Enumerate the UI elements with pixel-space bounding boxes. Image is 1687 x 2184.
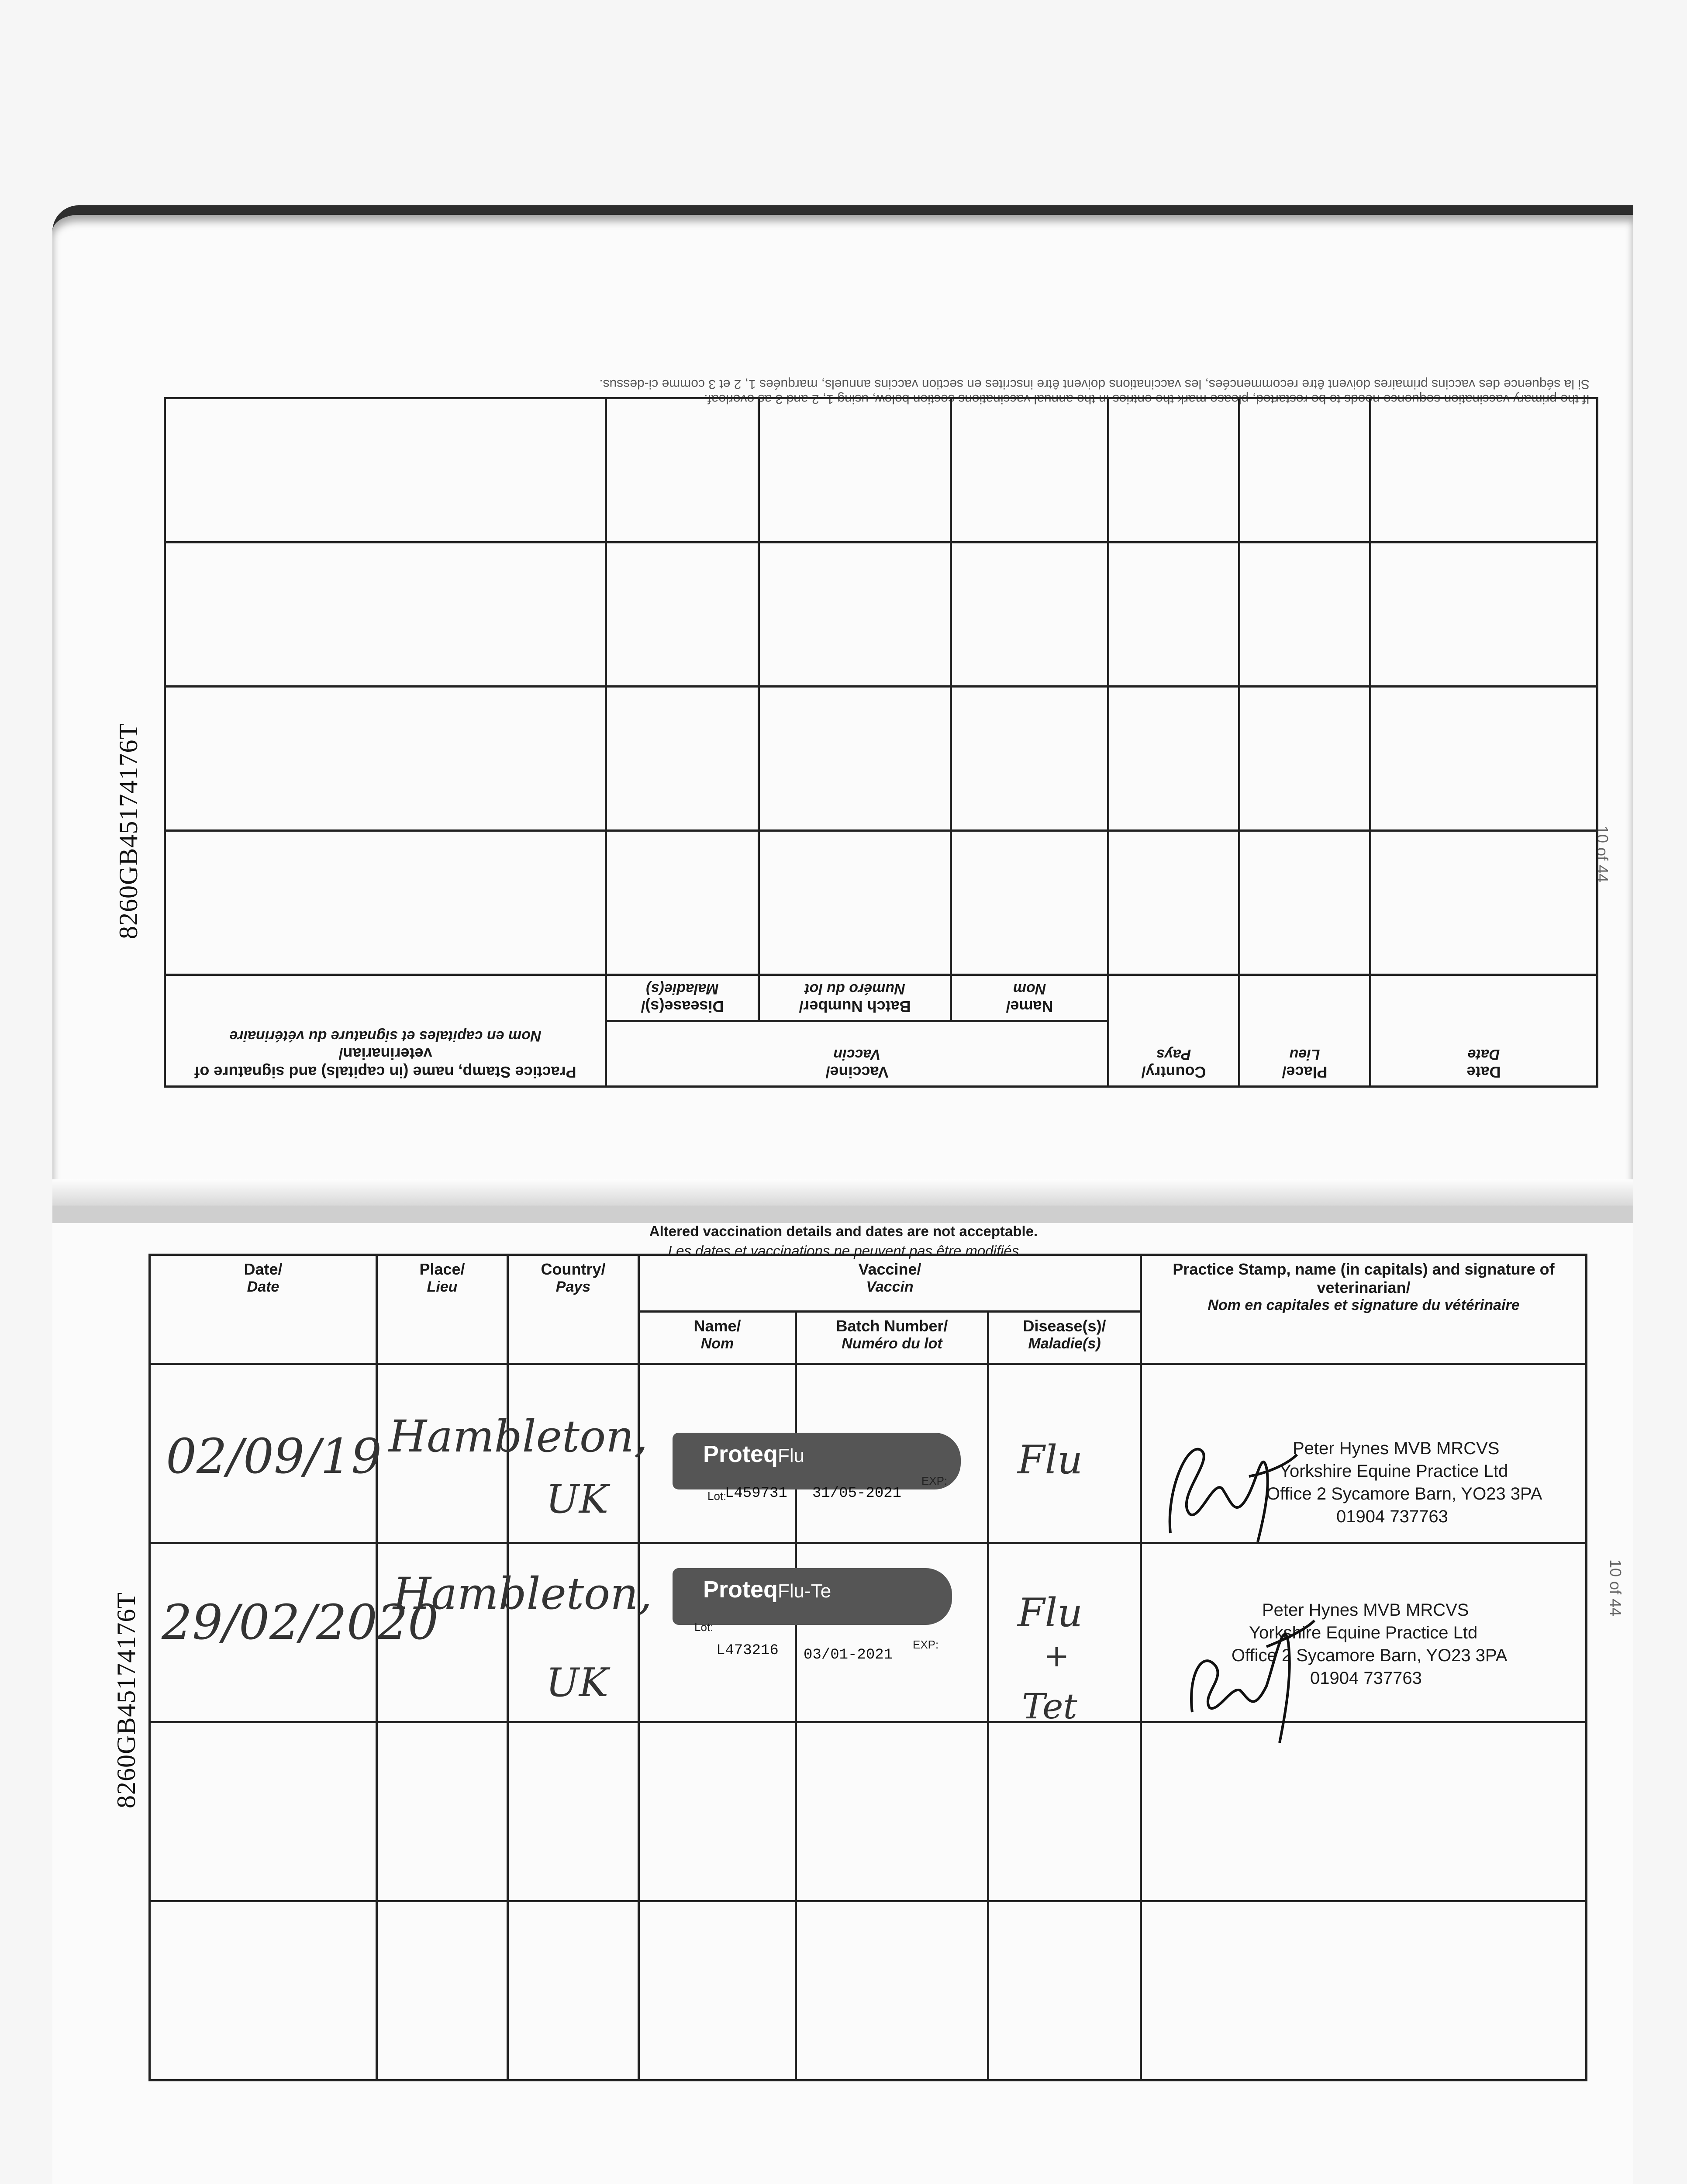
entry2-lot-number: L473216 — [716, 1642, 779, 1659]
upper-empty-row — [165, 687, 1597, 831]
upper-note-en: If the primary vaccination sequence needs to be restarted, please mark the entries in the annual vaccinations section below, using 1, 2 and 3 as overleaf. — [704, 392, 1590, 406]
upper-empty-row — [165, 398, 1597, 543]
upper-passport-id: 8260GB45174176T — [114, 723, 143, 939]
upper-empty-row — [165, 543, 1597, 687]
entry1-disease: Flu — [1018, 1437, 1083, 1483]
upper-header-date: Date Date — [1370, 975, 1597, 1087]
upper-header-place: Place/ Lieu — [1239, 975, 1370, 1087]
upper-empty-row — [165, 831, 1597, 975]
altered-details-notice-fr: Les dates et vaccinations ne peuvent pas être modifiés — [668, 1243, 1019, 1259]
altered-details-notice: Altered vaccination details and dates are not acceptable. — [649, 1223, 1038, 1239]
upper-page-marker: 10 of 44 — [1594, 826, 1611, 883]
header-practice: Practice Stamp, name (in capitals) and signature of veterinarian/ Nom en capitales et signature du vétérinaire — [1141, 1255, 1587, 1364]
header-batch: Batch Number/ Numéro du lot — [796, 1312, 988, 1364]
entry2-practice-stamp: Peter Hynes MVB MRCVS Yorkshire Equine Practice Ltd Office 2 Sycamore Barn, YO23 3PA 01904 737763 — [1232, 1600, 1508, 1688]
upper-header-practice: Practice Stamp, name (in capitals) and signature of veterinarian/ Nom en capitales et signature du vétérinaire — [165, 975, 606, 1087]
entry2-exp-date: 03/01-2021 — [804, 1647, 893, 1663]
entry2-lot-label: Lot: — [694, 1621, 714, 1634]
upper-header-batch: Batch Number/ Numéro du lot — [759, 975, 951, 1021]
header-name: Name/ Nom — [639, 1312, 796, 1364]
entry2-signature — [1175, 1581, 1319, 1747]
header-disease: Disease(s)/ Maladie(s) — [988, 1312, 1141, 1364]
entry2-disease: Flu — [1018, 1590, 1083, 1636]
upper-note-fr: Si la séquence des vaccins primaires doivent être recommencées, les vaccinations doivent être inscrites en section vaccins annuels, marquées 1, 2 et 3 comme ci-dessus. — [599, 377, 1590, 391]
lower-page-marker: 10 of 44 — [1607, 1559, 1625, 1617]
entry1-practice-stamp: Peter Hynes MVB MRCVS Yorkshire Equine Practice Ltd Office 2 Sycamore Barn, YO23 3PA 01904 737763 — [1266, 1439, 1542, 1526]
upper-page-content — [166, 332, 1598, 1081]
upper-header-disease: Disease(s)/ Maladie(s) — [606, 975, 759, 1021]
entry1-place: Hambleton, — [389, 1411, 648, 1462]
entry2-disease-extra: Tet — [1022, 1686, 1077, 1727]
entry2-vaccine-variant: Flu-Te — [778, 1580, 831, 1602]
upper-vaccination-table — [164, 397, 1598, 1088]
entry2-vaccine-brand: Proteq — [703, 1576, 778, 1603]
upper-header-country: Country/ Pays — [1108, 975, 1239, 1087]
entry1-date: 02/09/19 — [166, 1428, 382, 1484]
entry1-vaccine-variant: Flu — [778, 1445, 805, 1466]
header-vaccine: Vaccine/ Vaccin — [639, 1255, 1141, 1312]
entry1-signature — [1162, 1424, 1301, 1546]
entry2-date: 29/02/2020 — [162, 1594, 439, 1650]
entry1-country: UK — [546, 1476, 609, 1522]
upper-header-name: Name/ Nom — [951, 975, 1108, 1021]
entry1-lot-number: L459731 — [725, 1485, 787, 1502]
entry1-exp-label: EXP: — [921, 1474, 948, 1487]
entry2-exp-label: EXP: — [913, 1638, 939, 1651]
entry1-vaccine-brand: Proteq — [703, 1441, 778, 1467]
header-place: Place/ Lieu — [377, 1255, 508, 1364]
upper-header-vaccine: Vaccine/ Vaccin — [606, 1021, 1108, 1087]
entry2-place: Hambleton, — [393, 1568, 652, 1619]
entry2-country: UK — [546, 1660, 609, 1706]
header-date: Date/ Date — [150, 1255, 377, 1364]
table-row — [150, 1901, 1587, 2080]
lower-passport-id: 8260GB45174176T — [112, 1592, 141, 1808]
entry1-vaccine-label — [673, 1433, 961, 1489]
table-row — [150, 1722, 1587, 1901]
entry2-vaccine-label — [673, 1568, 952, 1625]
entry2-disease-plus: + — [1044, 1638, 1069, 1674]
entry1-lot-label: Lot: — [707, 1489, 727, 1503]
entry1-exp-date: 31/05-2021 — [812, 1485, 902, 1502]
header-country: Country/ Pays — [508, 1255, 639, 1364]
